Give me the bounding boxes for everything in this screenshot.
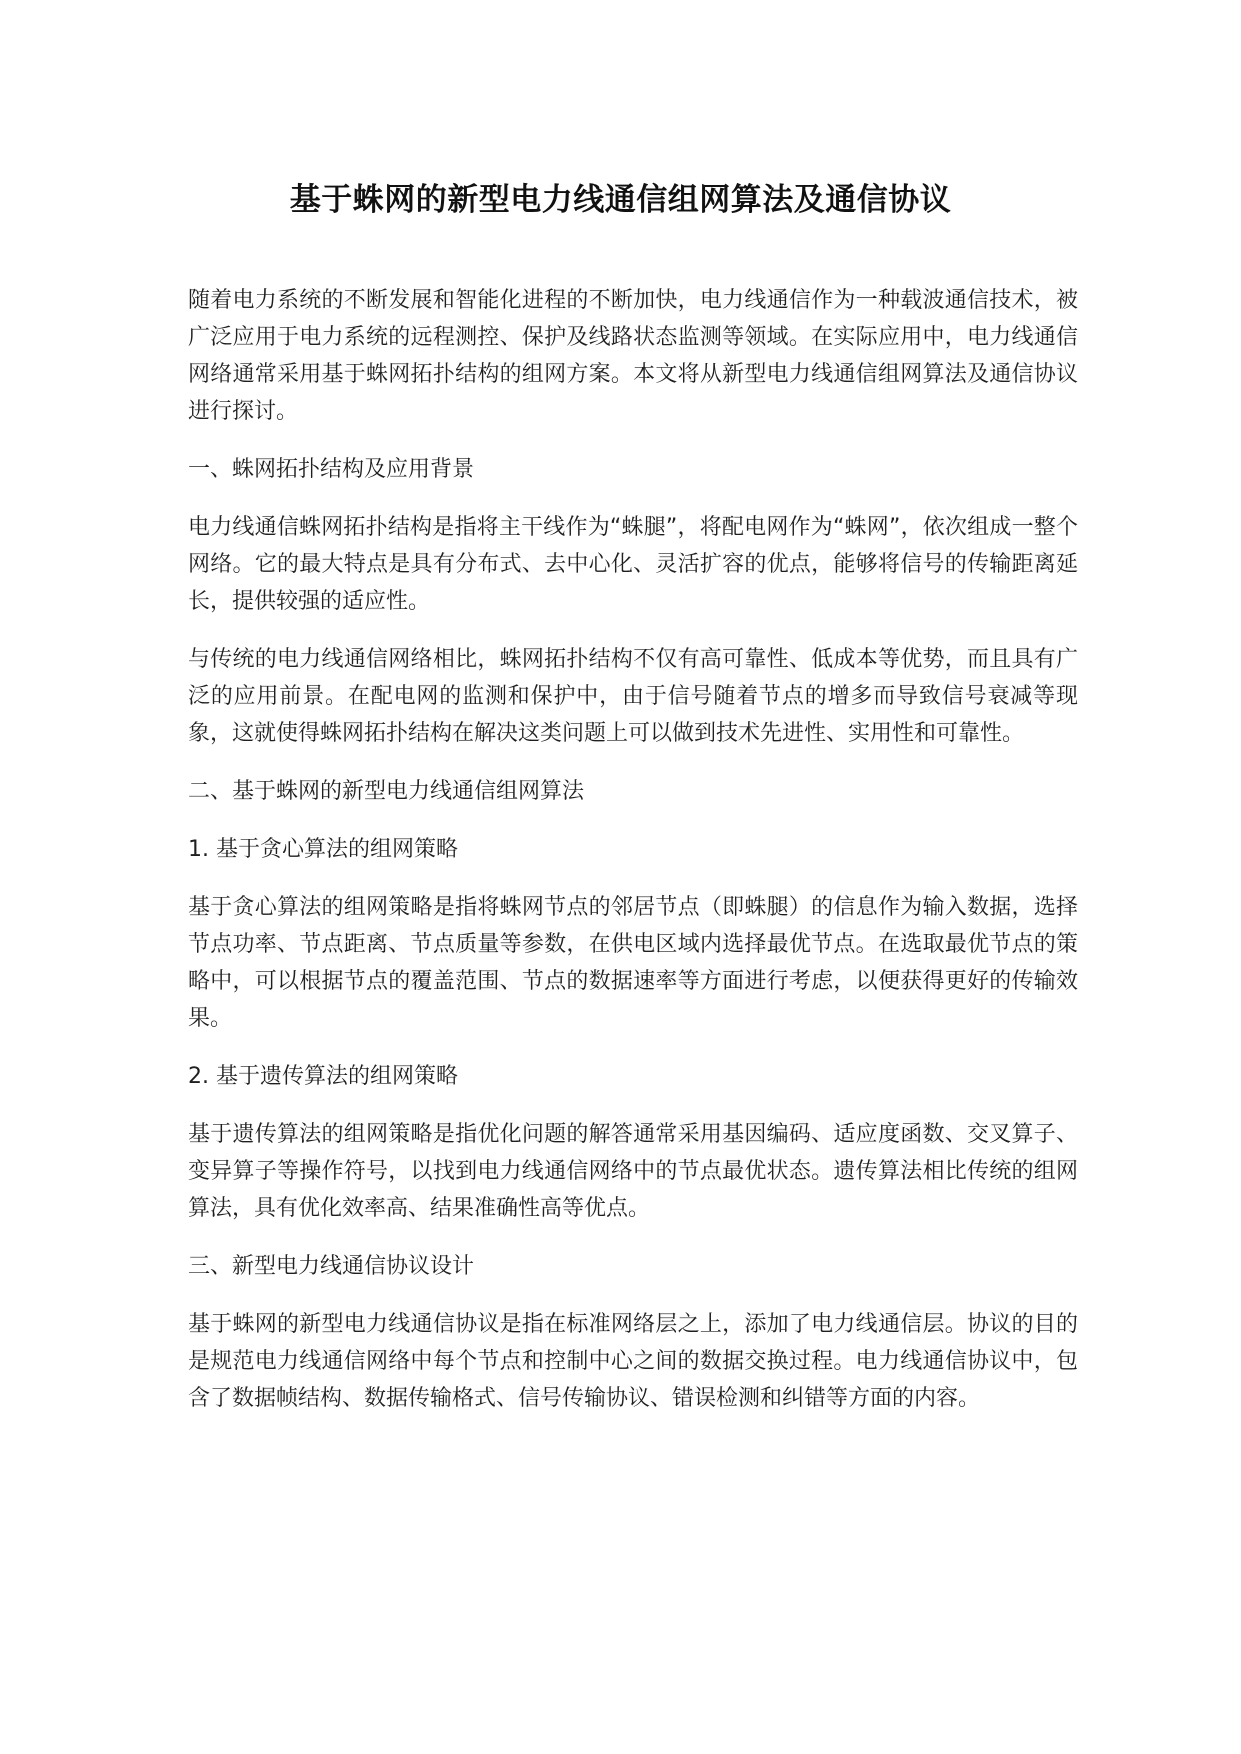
subsection-heading-genetic: 2. 基于遗传算法的组网策略 [188,1064,458,1089]
section-heading-3: 三、新型电力线通信协议设计 [188,1254,475,1279]
paragraph-topology: 电力线通信蛛网拓扑结构是指将主干线作为“蛛腿”，将配电网作为“蛛网”，依次组成一整个网络。它的最大特点是具有分布式、去中心化、灵活扩容的优点，能够将信号的传输距离延长，提供较强的适应性。 [188,515,1078,614]
paragraph-greedy: 基于贪心算法的组网策略是指将蛛网节点的邻居节点（即蛛腿）的信息作为输入数据，选择节点功率、节点距离、节点质量等参数，在供电区域内选择最优节点。在选取最优节点的策略中，可以根据节点的覆盖范围、节点的数据速率等方面进行考虑，以便获得更好的传输效果。 [188,895,1078,1031]
section-heading-2: 二、基于蛛网的新型电力线通信组网算法 [188,779,585,804]
document-title: 基于蛛网的新型电力线通信组网算法及通信协议 [289,182,952,218]
paragraph-intro: 随着电力系统的不断发展和智能化进程的不断加快，电力线通信作为一种载波通信技术，被广泛应用于电力系统的远程测控、保护及线路状态监测等领域。在实际应用中，电力线通信网络通常采用基于蛛网拓扑结构的组网方案。本文将从新型电力线通信组网算法及通信协议进行探讨。 [188,288,1078,424]
document-body [188,282,1078,1438]
section-heading-1: 一、蛛网拓扑结构及应用背景 [188,457,475,482]
subsection-heading-greedy: 1. 基于贪心算法的组网策略 [188,837,458,862]
paragraph-protocol: 基于蛛网的新型电力线通信协议是指在标准网络层之上，添加了电力线通信层。协议的目的是规范电力线通信网络中每个节点和控制中心之间的数据交换过程。电力线通信协议中，包含了数据帧结构、数据传输格式、信号传输协议、错误检测和纠错等方面的内容。 [188,1312,1078,1411]
paragraph-comparison: 与传统的电力线通信网络相比，蛛网拓扑结构不仅有高可靠性、低成本等优势，而且具有广泛的应用前景。在配电网的监测和保护中，由于信号随着节点的增多而导致信号衰减等现象，这就使得蛛网拓扑结构在解决这类问题上可以做到技术先进性、实用性和可靠性。 [188,647,1078,746]
paragraph-genetic: 基于遗传算法的组网策略是指优化问题的解答通常采用基因编码、适应度函数、交叉算子、变异算子等操作符号，以找到电力线通信网络中的节点最优状态。遗传算法相比传统的组网算法，具有优化效率高、结果准确性高等优点。 [188,1122,1078,1221]
